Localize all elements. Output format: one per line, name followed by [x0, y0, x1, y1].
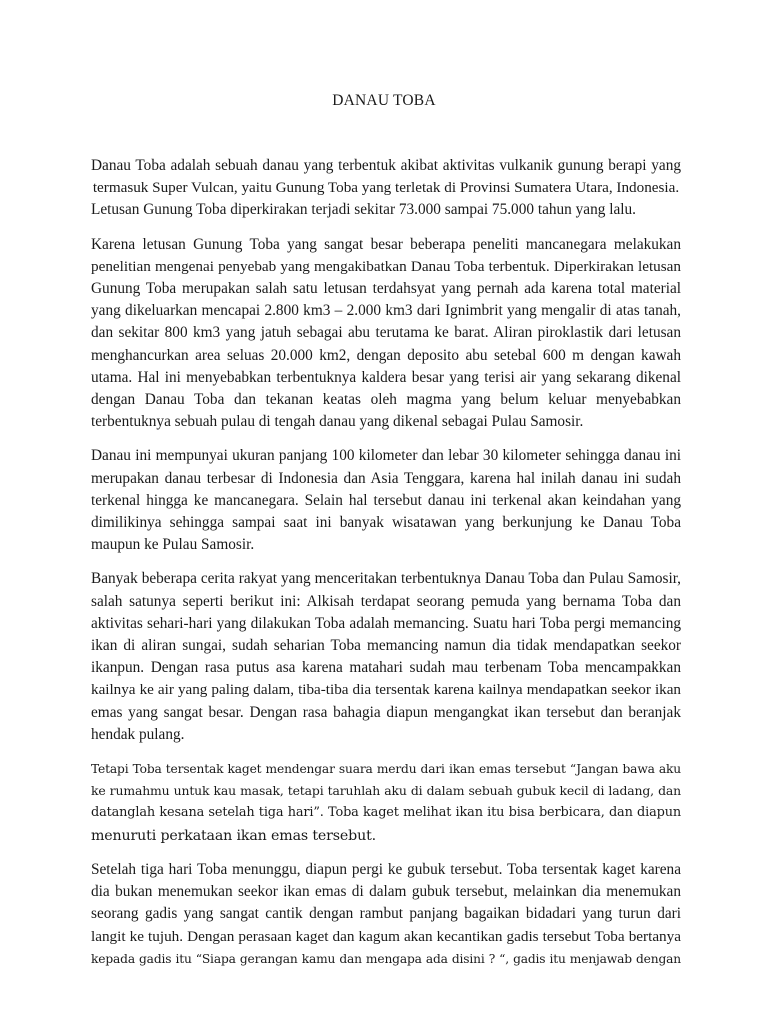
- text-line: menghancurkan area seluas 20.000 km2, dengan deposito abu setebal 600 m dengan kawah: [91, 346, 681, 364]
- text-line: yang dikeluarkan mencapai 2.800 km3 – 2.000 km3 dari Ignimbrit yang mengalir di atas tanah,: [91, 302, 681, 320]
- text-line: ikan di aliran sungai, sudah seharian Toba memancing namun dia tidak mendapatkan seekor: [91, 637, 681, 655]
- document-title: DANAU TOBA: [332, 92, 436, 109]
- text-line: seorang gadis yang sangat cantik dengan rambut panjang bagaikan bidadari yang turun dari: [91, 905, 681, 923]
- text-line: kailnya ke air yang paling dalam, tiba-tiba dia tersentak karena kailnya mendapatkan seekor ikan: [91, 682, 681, 699]
- paragraph-1: [91, 155, 681, 222]
- text-line: menuruti perkataan ikan emas tersebut.: [91, 827, 376, 844]
- text-line: Karena letusan Gunung Toba yang sangat besar beberapa peneliti mancanegara melakukan: [91, 235, 681, 253]
- text-line: Danau Toba adalah sebuah danau yang terbentuk akibat aktivitas vulkanik gunung berapi yang: [91, 157, 681, 174]
- text-line: maupun ke Pulau Samosir.: [91, 536, 255, 554]
- text-line: dimilikinya sehingga sampai saat ini banyak wisatawan yang berkunjung ke Danau Toba: [91, 514, 681, 532]
- text-line: terbentuknya sebuah pulau di tengah danau yang dikenal sebagai Pulau Samosir.: [91, 413, 584, 431]
- text-line: Tetapi Toba tersentak kaget mendengar suara merdu dari ikan emas tersebut “Jangan bawa aku: [91, 762, 681, 777]
- text-line: penelitian mengenai penyebab yang mengakibatkan Danau Toba terbentuk. Diperkirakan letusan: [91, 257, 681, 275]
- paragraph-2: [91, 234, 681, 434]
- paragraph-6: [91, 859, 681, 970]
- text-line: ke rumahmu untuk kau masak, tetapi taruhlah aku di dalam sebuah gubuk kecil di ladang, dan: [91, 783, 681, 799]
- text-line: Gunung Toba merupakan salah satu letusan terdahsyat yang pernah ada karena total material: [91, 280, 681, 298]
- text-line: dan sekitar 800 km3 yang jatuh sebagai abu terutama ke barat. Aliran piroklastik dari letusan: [91, 324, 681, 342]
- text-line: hendak pulang.: [91, 725, 185, 743]
- paragraph-4: [91, 568, 681, 746]
- text-line: emas yang sangat besar. Dengan rasa bahagia diapun mengangkat ikan tersebut dan beranjak: [91, 703, 681, 721]
- paragraph-3: [91, 445, 681, 556]
- text-line: termasuk Super Vulcan, yaitu Gunung Toba yang terletak di Provinsi Sumatera Utara, Indonesia.: [92, 179, 680, 197]
- paragraph-5: [91, 758, 681, 847]
- text-line: salah satunya seperti berikut ini: Alkisah terdapat seorang pemuda yang bernama Toba dan: [91, 592, 681, 610]
- text-line: aktivitas sehari-hari yang dilakukan Toba adalah memancing. Suatu hari Toba pergi memancing: [91, 614, 681, 632]
- text-line: terkenal hingga ke mancanegara. Selain hal tersebut danau ini terkenal akan keindahan yang: [91, 491, 681, 509]
- text-line: dia bukan menemukan seekor ikan emas di dalam gubuk tersebut, melainkan dia menemukan: [91, 883, 681, 901]
- text-line: kepada gadis itu “Siapa gerangan kamu dan mengapa ada disini ? “, gadis itu menjawab dengan: [91, 951, 681, 966]
- text-line: dengan Danau Toba dan tekanan keatas oleh magma yang belum keluar menyebabkan: [91, 391, 681, 409]
- text-line: Danau ini mempunyai ukuran panjang 100 kilometer dan lebar 30 kilometer sehingga danau ini: [91, 447, 681, 465]
- text-line: langit ke tujuh. Dengan perasaan kaget dan kagum akan kecantikan gadis tersebut Toba bertanya: [91, 927, 681, 945]
- text-line: ikanpun. Dengan rasa putus asa karena matahari sudah mau terbenam Toba mencampakkan: [91, 659, 681, 677]
- document-body: [91, 155, 681, 982]
- text-line: utama. Hal ini menyebabkan terbentuknya kaldera besar yang terisi air yang sekarang dikenal: [91, 368, 681, 386]
- text-line: merupakan danau terbesar di Indonesia dan Asia Tenggara, karena hal inilah danau ini sudah: [91, 469, 681, 487]
- text-line: datanglah kesana setelah tiga hari”. Toba kaget melihat ikan itu bisa berbicara, dan diapun: [91, 805, 681, 821]
- text-line: Setelah tiga hari Toba menunggu, diapun pergi ke gubuk tersebut. Toba tersentak kaget karena: [91, 860, 681, 878]
- text-line: Banyak beberapa cerita rakyat yang menceritakan terbentuknya Danau Toba dan Pulau Samosir,: [91, 570, 681, 588]
- text-line: Letusan Gunung Toba diperkirakan terjadi sekitar 73.000 sampai 75.000 tahun yang lalu.: [91, 201, 636, 219]
